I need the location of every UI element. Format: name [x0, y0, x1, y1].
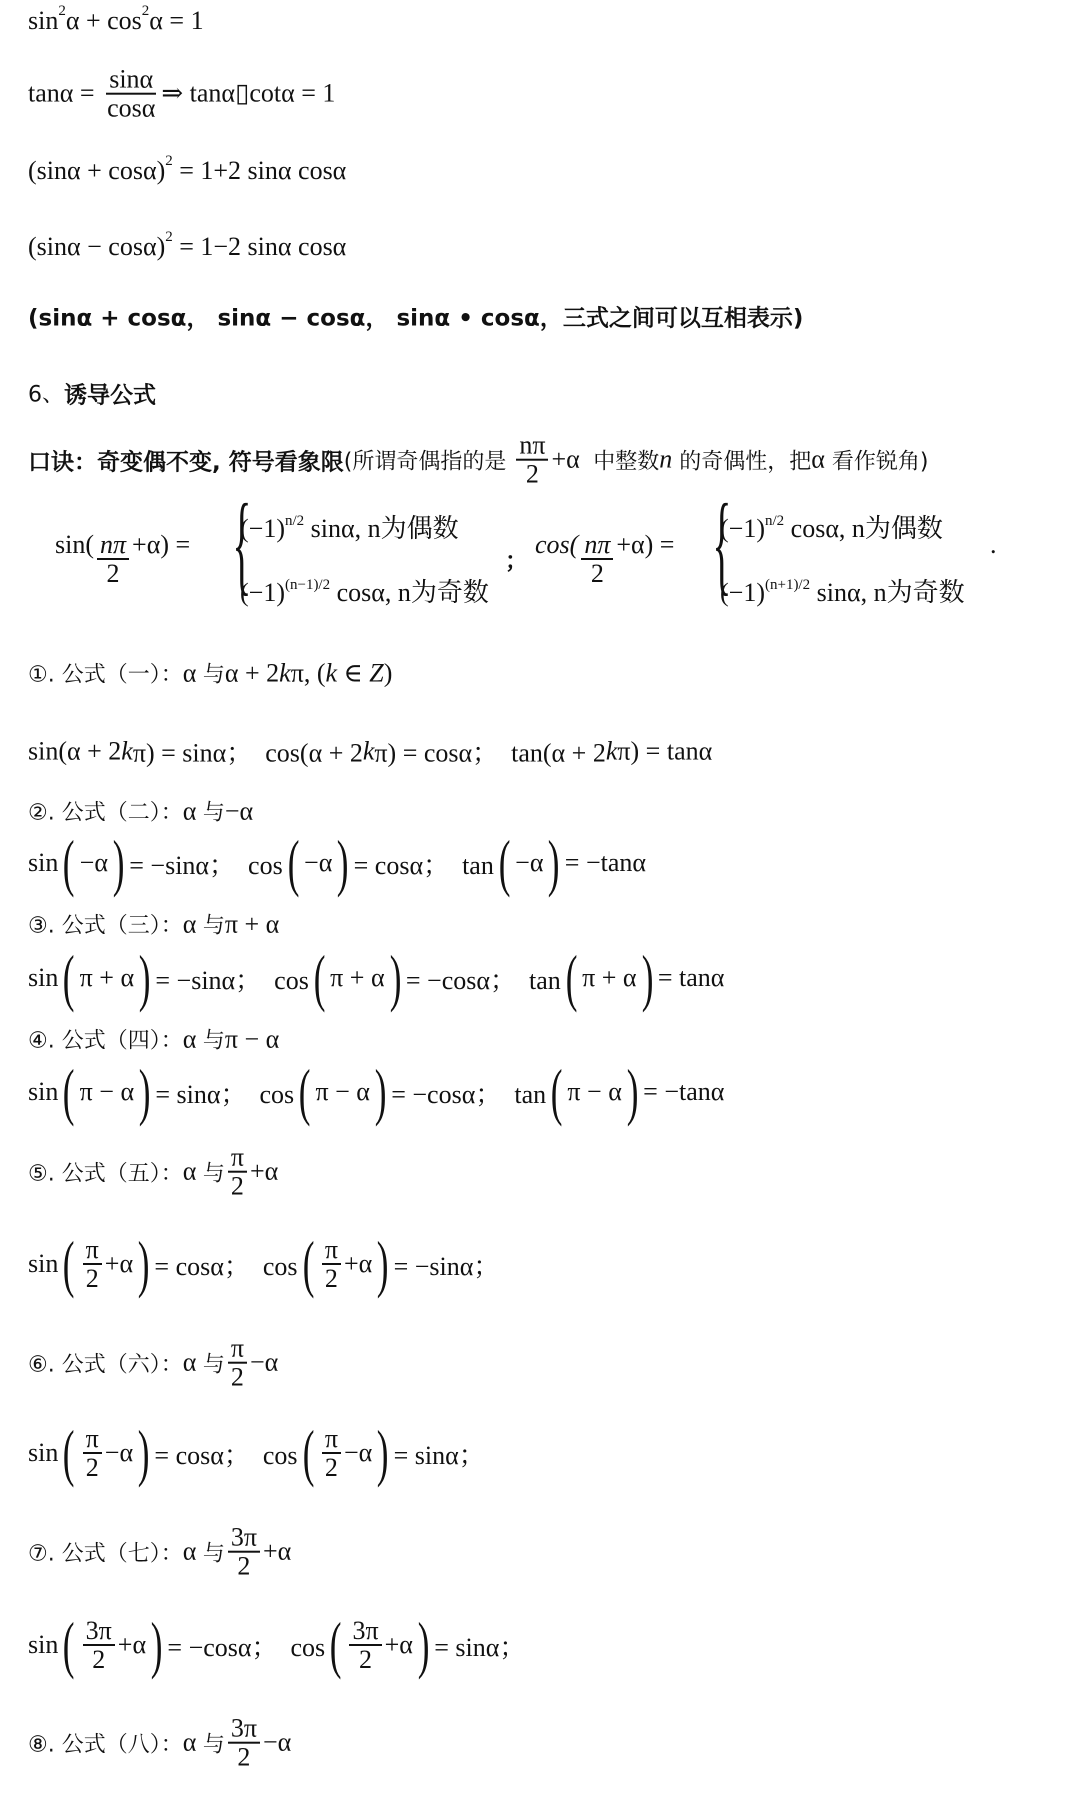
fraction [104, 66, 158, 123]
formula-line [28, 432, 928, 489]
formula-line [28, 1524, 291, 1581]
bold-text: (sinα + cosα， sinα − cosα， sinα • cosα，三式之间可以互相表示) [28, 305, 804, 332]
text: α [811, 445, 825, 474]
formula-line [28, 1715, 291, 1772]
variable: n [659, 445, 673, 474]
text: = cosα； cos [154, 1251, 298, 1281]
denominator: 2 [237, 1743, 251, 1772]
left-paren-icon: ( [302, 1417, 315, 1488]
label-text: ⑥. 公式（六）： [28, 1352, 183, 1378]
text: sin [28, 963, 59, 992]
text: (sinα + cosα) [28, 156, 166, 185]
text: π + α [582, 963, 637, 992]
right-paren-icon: ) [417, 1609, 430, 1680]
variable: k [362, 736, 375, 765]
text: π + α [79, 963, 135, 992]
left-paren-icon: ( [313, 942, 326, 1013]
exponent: 2 [58, 2, 66, 19]
text: = −cosα； tan [391, 1079, 547, 1109]
variable: k [325, 658, 338, 687]
text: α + 2 [224, 658, 280, 687]
formula-line [28, 1228, 500, 1299]
variable: k [121, 736, 133, 765]
formula-line [28, 2, 204, 36]
right-paren-icon: ) [137, 1417, 150, 1488]
right-paren-icon: ) [548, 827, 560, 898]
text: (−1) [240, 578, 285, 607]
sin-even-case [240, 508, 459, 545]
text: cosα, n为偶数 [784, 514, 943, 543]
left-paren-icon: ( [63, 1417, 75, 1488]
formula-line [28, 152, 347, 186]
right-paren-icon: ) [138, 1056, 151, 1127]
text: −α [263, 1728, 292, 1757]
fraction [516, 432, 548, 489]
numerator: π [83, 1236, 102, 1265]
numerator: π [322, 1236, 341, 1265]
parenthesized [58, 1056, 155, 1127]
text: +α [343, 1249, 373, 1278]
numerator: π [322, 1425, 341, 1454]
right-paren-icon: ) [138, 942, 151, 1013]
text: α = 1 [149, 6, 204, 35]
text: +α [551, 445, 587, 474]
denominator: 2 [85, 1264, 99, 1293]
right-paren-icon: ) [374, 1056, 387, 1127]
text: (sinα − cosα) [28, 232, 166, 261]
parenthesized [283, 827, 354, 898]
formula-line [28, 1417, 485, 1488]
label-text: 与 [202, 1161, 225, 1187]
text: = 1+2 sinα cosα [172, 156, 347, 185]
fraction [322, 1425, 341, 1482]
exponent: n/2 [284, 513, 305, 529]
numerator: nπ [516, 432, 548, 461]
numerator: 3π [349, 1617, 381, 1646]
denominator: 2 [359, 1645, 373, 1674]
fraction [581, 531, 613, 588]
right-paren-icon: ) [626, 1056, 639, 1127]
label-text: ②. 公式（二）： [28, 800, 183, 826]
period: . [990, 530, 997, 559]
text: α [182, 1537, 203, 1566]
left-paren-icon: ( [329, 1609, 342, 1680]
text: −α [515, 848, 544, 877]
text: +α [104, 1249, 134, 1278]
formula-line [28, 228, 347, 262]
text: α [182, 1728, 203, 1757]
label-text: 与 [202, 913, 225, 939]
label-text: 与 [202, 1732, 225, 1758]
numerator: 3π [83, 1617, 115, 1646]
text: = −tanα [564, 848, 646, 877]
text: = cosα； tan [353, 850, 494, 880]
text: sinα, n为偶数 [304, 514, 459, 543]
parenthesized [58, 1609, 167, 1680]
numerator: π [228, 1335, 247, 1364]
right-paren-icon: ) [377, 1228, 389, 1299]
text: +α [117, 1630, 147, 1659]
parenthesized [58, 942, 155, 1013]
formula-line [28, 942, 725, 1013]
right-paren-icon: ) [389, 942, 402, 1013]
text: = tanα [657, 963, 725, 992]
numerator: π [228, 1144, 247, 1173]
formula-line [28, 1056, 725, 1127]
text: α [182, 909, 203, 938]
text: −α [79, 848, 108, 877]
parenthesized [298, 1228, 394, 1299]
text: = −cosα； cos [167, 1632, 326, 1662]
text: +α [384, 1630, 413, 1659]
denominator: 2 [525, 460, 539, 489]
label-text: 与 [202, 662, 225, 688]
formula-line [28, 1609, 526, 1680]
text: +α) = [616, 530, 675, 559]
exponent: (n−1)/2 [284, 577, 331, 593]
numerator: nπ [97, 531, 129, 560]
numerator: sinα [106, 66, 156, 95]
formula-line [28, 300, 803, 333]
fraction [228, 1715, 260, 1772]
text: −α [343, 1438, 373, 1467]
cos-odd-case [720, 572, 965, 609]
formula-line [28, 1335, 278, 1392]
text: = −sinα； [393, 1251, 500, 1281]
parenthesized [58, 1417, 154, 1488]
cos-even-case [720, 508, 943, 545]
numerator: 3π [228, 1715, 260, 1744]
right-paren-icon: ) [641, 942, 654, 1013]
label-text: ⑤. 公式（五）： [28, 1161, 183, 1187]
left-paren-icon: ( [565, 942, 578, 1013]
text: ∈ [337, 658, 370, 687]
exponent: 2 [165, 228, 173, 245]
fraction [97, 531, 129, 588]
parenthesized [546, 1056, 643, 1127]
formula-line [28, 1144, 278, 1201]
variable: k [279, 658, 291, 687]
text: π − α [79, 1077, 135, 1106]
text: +α) = [132, 530, 191, 559]
denominator: 2 [106, 559, 120, 589]
text: −α [250, 1348, 279, 1377]
left-paren-icon: ( [63, 942, 75, 1013]
fraction [83, 1236, 102, 1293]
fraction [228, 1144, 247, 1201]
numerator: nπ [581, 531, 613, 560]
right-paren-icon: ) [137, 1228, 150, 1299]
text: sin [28, 1438, 59, 1467]
left-paren-icon: ( [287, 827, 300, 898]
text: = sinα； [434, 1632, 526, 1662]
denominator: 2 [230, 1172, 244, 1201]
left-paren-icon: ( [63, 827, 75, 898]
right-paren-icon: ) [150, 1609, 163, 1680]
text: = −sinα； cos [155, 965, 309, 995]
text: (−1) [720, 578, 765, 607]
text: π, ( [290, 658, 326, 687]
left-paren-icon: ( [63, 1228, 75, 1299]
denominator: cosα [107, 94, 156, 123]
right-paren-icon: ) [112, 827, 125, 898]
exponent: 2 [141, 2, 150, 19]
text: sinα, n为奇数 [810, 578, 965, 607]
label-text: 中整数 [586, 449, 660, 475]
label-text: 与 [202, 800, 225, 826]
text: (−1) [720, 514, 765, 543]
text: tanα = [28, 79, 102, 108]
variable: Z [369, 658, 384, 687]
text: = −tanα [643, 1077, 725, 1106]
right-paren-icon: ) [377, 1417, 389, 1488]
text: π − α [567, 1077, 622, 1106]
parenthesized [294, 1056, 391, 1127]
label-text: 的奇偶性，把 [672, 449, 812, 475]
text: = sinα； [393, 1440, 485, 1470]
parenthesized [58, 827, 129, 898]
text: (−1) [240, 514, 285, 543]
denominator: 2 [590, 559, 604, 589]
numerator: 3π [228, 1524, 260, 1553]
label-text: 看作锐角) [824, 449, 929, 475]
fraction [349, 1617, 381, 1674]
exponent: 2 [165, 152, 173, 169]
text: = −cosα； tan [405, 965, 561, 995]
text: α [182, 1348, 203, 1377]
parenthesized [561, 942, 658, 1013]
text: sin [28, 1077, 59, 1106]
left-brace-icon: { [232, 482, 252, 606]
cos-lhs [535, 530, 674, 588]
text: −α [104, 1438, 134, 1467]
left-brace-icon: { [712, 482, 732, 606]
text: α [182, 1157, 203, 1186]
label-text: ⑦. 公式（七）： [28, 1541, 183, 1567]
label-text: ④. 公式（四）： [28, 1028, 183, 1054]
parenthesized [494, 827, 565, 898]
text: = 1−2 sinα cosα [172, 232, 347, 261]
induction-general-formula [55, 482, 1075, 610]
left-paren-icon: ( [63, 1056, 75, 1127]
parenthesized [298, 1417, 394, 1488]
denominator: 2 [324, 1453, 338, 1482]
formula-line [28, 909, 279, 940]
text: α [182, 658, 203, 687]
bold-text: 诱导公式 [64, 382, 156, 409]
text: π) = tanα [617, 736, 713, 765]
formula-line [28, 377, 156, 410]
denominator: 2 [324, 1264, 338, 1293]
fraction [322, 1236, 341, 1293]
text: sin [28, 1249, 59, 1278]
text: = cosα； cos [154, 1440, 298, 1470]
text: sin [28, 6, 59, 35]
text: π) = sinα； cos(α + 2 [132, 738, 363, 768]
bold-text: 口诀：奇变偶不变, 符号看象限 [28, 449, 344, 476]
text: π + α [330, 963, 385, 992]
left-paren-icon: ( [498, 827, 511, 898]
left-paren-icon: ( [298, 1056, 311, 1127]
text: π + α [224, 909, 280, 938]
text: +α [250, 1157, 279, 1186]
label-text: 与 [202, 1352, 225, 1378]
denominator: 2 [237, 1552, 251, 1581]
text: ) [383, 658, 393, 687]
fraction [228, 1335, 247, 1392]
sin-odd-case [240, 572, 489, 609]
text: π − α [224, 1024, 280, 1053]
text: cosα, n为奇数 [330, 578, 489, 607]
left-paren-icon: ( [302, 1228, 315, 1299]
parenthesized [58, 1228, 154, 1299]
formula-line [28, 733, 712, 770]
label-text: ⑧. 公式（八）： [28, 1732, 183, 1758]
label-text: 与 [202, 1028, 225, 1054]
parenthesized [309, 942, 406, 1013]
exponent: n/2 [764, 513, 785, 529]
text: = −sinα； cos [129, 850, 283, 880]
fraction [228, 1524, 260, 1581]
text: sin(α + 2 [28, 736, 122, 765]
text: sin( [55, 530, 94, 559]
denominator: 2 [230, 1363, 244, 1392]
fraction [83, 1425, 102, 1482]
denominator: 2 [85, 1453, 99, 1482]
text: sin [28, 848, 59, 877]
label-text: 6、 [28, 382, 64, 408]
exponent: (n+1)/2 [764, 577, 811, 593]
label-text: (所谓奇偶指的是 [343, 449, 514, 475]
text: = sinα； cos [155, 1079, 295, 1109]
parenthesized [325, 1609, 434, 1680]
text: α + cos [65, 6, 142, 35]
separator: ； [505, 548, 528, 574]
formula-line [28, 66, 335, 123]
text: sin [28, 1630, 59, 1659]
text: α [182, 1024, 203, 1053]
text: cos( [535, 530, 579, 559]
left-paren-icon: ( [550, 1056, 563, 1127]
label-text: ①. 公式（一）： [28, 662, 183, 688]
text: π − α [315, 1077, 370, 1106]
label-text: 与 [202, 1541, 225, 1567]
text: ⇒ tanα▯cotα = 1 [161, 79, 336, 108]
fraction [83, 1617, 115, 1674]
sin-lhs [55, 530, 190, 588]
formula-line [28, 827, 646, 898]
text: −α [304, 848, 333, 877]
text: +α [263, 1537, 292, 1566]
text: π) = cosα； tan(α + 2 [374, 738, 606, 768]
right-paren-icon: ) [337, 827, 349, 898]
text: −α [224, 796, 254, 825]
formula-line [28, 796, 253, 827]
left-paren-icon: ( [63, 1609, 75, 1680]
formula-line [28, 658, 392, 689]
denominator: 2 [92, 1645, 106, 1674]
label-text: ③. 公式（三）： [28, 913, 183, 939]
text: α [182, 796, 203, 825]
formula-line [28, 1024, 279, 1055]
variable: k [605, 736, 618, 765]
numerator: π [83, 1425, 102, 1454]
